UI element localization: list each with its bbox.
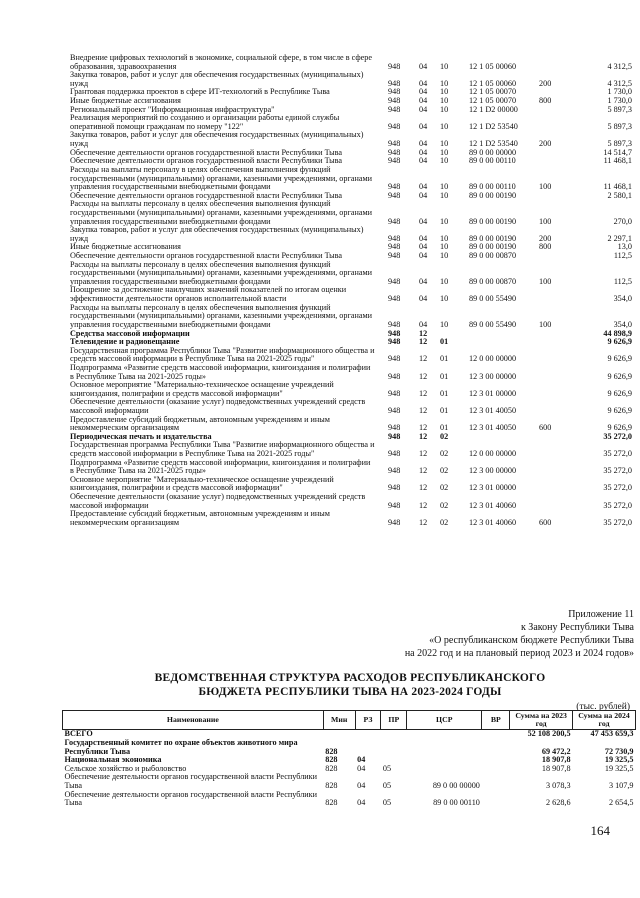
cell-csr: 89 0 00 00000 (432, 781, 480, 790)
cell-name: Национальная экономика (64, 755, 162, 765)
row-pr: 01 (440, 388, 449, 398)
row-min: 948 (388, 405, 401, 415)
row-vr: 800 (539, 96, 552, 106)
row-min: 948 (388, 190, 401, 200)
row-sum: 354,0 (613, 319, 632, 329)
row-pr: 02 (440, 466, 449, 476)
row-rz: 04 (419, 182, 428, 192)
row-min: 948 (388, 388, 401, 398)
cell-vr (482, 739, 510, 756)
row-csr: 12 3 00 00000 (469, 466, 517, 476)
cell-sum-2023: 18 907,8 (541, 763, 571, 773)
row-pr: 01 (440, 337, 449, 347)
row-csr: 12 3 01 40060 (469, 500, 517, 510)
row-min: 948 (388, 242, 401, 252)
cell-name: Сельское хозяйство и рыболовство (64, 763, 187, 773)
row-min: 948 (388, 233, 401, 243)
row-csr: 89 0 00 55490 (469, 294, 517, 304)
row-vr: 200 (539, 139, 552, 149)
row-sum: 1 730,0 (607, 87, 632, 97)
row-pr: 10 (440, 139, 449, 149)
row-pr: 02 (440, 483, 449, 493)
row-sum: 5 897,3 (607, 121, 632, 131)
row-vr: 100 (539, 276, 552, 286)
cell-vr (482, 791, 510, 808)
table-row (63, 739, 636, 756)
row-csr: 12 3 00 00000 (469, 371, 517, 381)
row-rz: 12 (419, 405, 428, 415)
row-csr: 89 0 00 00110 (469, 182, 516, 192)
cell-sum-2024: 2 654,5 (608, 798, 634, 808)
table-row (70, 304, 634, 330)
row-name: Реализация мероприятий по созданию и организации работы единой службы оперативной помощи гражданам по номеру "122" (70, 113, 340, 131)
cell-pr: 05 (382, 798, 392, 808)
row-min: 948 (388, 156, 401, 166)
row-sum: 35 272,0 (603, 449, 632, 459)
row-name: Основное мероприятие "Материально-техническое оснащение учреждений книгоиздания, полиграфии и средств массовой информации" (70, 380, 334, 398)
row-sum: 2 580,1 (607, 190, 632, 200)
row-vr: 800 (539, 242, 552, 252)
row-sum: 5 897,3 (607, 104, 632, 114)
row-name: Расходы на выплаты персоналу в целях обеспечения выполнения функций государственными (муниципальными) органами, казенными учреждениями, органами управления государственными внебюджетными фондами (70, 199, 373, 226)
row-min: 948 (388, 449, 401, 459)
row-sum: 354,0 (613, 294, 632, 304)
row-csr: 89 0 00 00000 (469, 147, 517, 157)
row-sum: 9 626,9 (607, 371, 632, 381)
appendix-line: на 2022 год и на плановый период 2023 и 2024 годов» (404, 648, 634, 659)
row-sum: 2 297,1 (607, 233, 632, 243)
row-sum: 270,0 (613, 216, 632, 226)
row-name: Подпрограмма «Развитие средств массовой информации, книгоиздания и полиграфии в Республике Тыва на 2021-2025 годы» (70, 362, 371, 381)
row-name: Поощрение за достижение наилучших значений показателей по итогам оценки эффективности деятельности органов исполнительной власти (70, 285, 347, 304)
row-sum: 44 898,9 (603, 328, 632, 338)
row-min: 948 (388, 87, 401, 97)
row-rz: 04 (419, 87, 428, 97)
row-sum: 35 272,0 (603, 431, 632, 441)
row-vr: 600 (539, 423, 552, 433)
cell-vr (482, 756, 510, 765)
row-rz: 04 (419, 104, 428, 114)
table-row (70, 493, 634, 510)
cell-sum-2024: 19 325,5 (604, 763, 634, 773)
row-csr: 89 0 00 00110 (469, 156, 516, 166)
cell-rz: 04 (357, 781, 366, 790)
row-rz: 12 (419, 517, 428, 527)
row-csr: 89 0 00 00190 (469, 216, 517, 226)
table-row (70, 510, 634, 527)
table-row (70, 54, 634, 71)
row-csr: 12 1 D2 53540 (469, 139, 518, 149)
row-vr: 600 (539, 517, 552, 527)
row-rz: 04 (419, 96, 428, 106)
row-name: Закупка товаров, работ и услуг для обеспечения государственных (муниципальных) нужд (70, 130, 364, 149)
row-sum: 112,5 (613, 276, 632, 286)
row-name: Телевидение и радиовещание (70, 337, 180, 347)
row-pr: 10 (440, 96, 449, 106)
row-rz: 12 (419, 371, 428, 381)
title-line: ВЕДОМСТВЕННАЯ СТРУКТУРА РАСХОДОВ РЕСПУБЛИКАНСКОГО (154, 672, 546, 684)
row-pr: 02 (440, 449, 449, 459)
cell-pr (381, 730, 407, 739)
cell-min: 828 (325, 781, 338, 790)
row-name: Иные бюджетные ассигнования (70, 96, 181, 106)
cell-vr (482, 765, 510, 774)
row-name: Иные бюджетные ассигнования (70, 242, 181, 252)
table-row (63, 773, 636, 790)
row-pr: 10 (440, 216, 449, 226)
row-sum: 5 897,3 (607, 139, 632, 149)
row-csr: 12 3 01 40060 (469, 517, 517, 527)
row-csr: 12 3 01 40050 (469, 405, 517, 415)
table-row (70, 131, 634, 148)
row-min: 948 (388, 483, 401, 493)
row-name: Обеспечение деятельности органов государственной власти Республики Тыва (70, 190, 343, 200)
row-name: Периодическая печать и издательства (70, 431, 212, 441)
table-row (70, 71, 634, 88)
row-sum: 11 468,1 (603, 156, 632, 166)
table-row (70, 398, 634, 415)
row-csr: 12 3 01 00000 (469, 388, 517, 398)
row-rz: 04 (419, 319, 428, 329)
appendix-line: Приложение 11 (568, 609, 634, 620)
row-name: Обеспечение деятельности органов государственной власти Республики Тыва (70, 147, 343, 157)
cell-sum-2024: 47 453 659,3 (590, 729, 634, 739)
row-min: 948 (388, 216, 401, 226)
cell-name: Обеспечение деятельности органов государственной власти Республики Тыва (64, 789, 318, 808)
table-row (70, 347, 634, 364)
row-pr: 10 (440, 319, 449, 329)
header-sum-2023: Сумма на 2023 год (510, 711, 573, 730)
cell-vr (482, 730, 510, 739)
header-min: Мин (323, 711, 355, 730)
cell-csr (407, 730, 482, 739)
cell-csr: 89 0 00 00110 (433, 798, 480, 808)
row-name: Расходы на выплаты персоналу в целях обеспечения выполнения функций государственными (муниципальными) органами, казенными учреждениями, органами управления государственными внебюджетными фондами (70, 259, 373, 286)
row-name: Закупка товаров, работ и услуг для обеспечения государственных (муниципальных) нужд (70, 225, 364, 243)
appendix-line: «О республиканском бюджете Республики Тыва (429, 635, 634, 646)
row-min: 948 (388, 294, 401, 304)
row-rz: 04 (419, 156, 428, 166)
row-csr: 89 0 00 00190 (469, 233, 517, 243)
row-min: 948 (388, 104, 401, 114)
row-rz: 04 (419, 78, 428, 88)
units-label: (тыс. рублей) (576, 702, 630, 712)
budget-structure-table (62, 710, 636, 808)
row-rz: 04 (419, 139, 428, 149)
cell-rz (355, 730, 381, 739)
row-name: Обеспечение деятельности органов государственной власти Республики Тыва (70, 251, 343, 261)
row-vr: 100 (539, 319, 552, 329)
row-min: 948 (388, 337, 401, 347)
row-pr: 10 (440, 121, 449, 131)
table-body (63, 730, 636, 808)
table-row (70, 261, 634, 287)
row-name: Предоставление субсидий бюджетным, автономным учреждениям и иным некоммерческим организациям (70, 509, 330, 527)
row-pr: 10 (440, 104, 449, 114)
row-csr: 12 0 00 00000 (469, 449, 517, 459)
header-sum-2024: Сумма на 2024 год (573, 711, 636, 730)
row-pr: 10 (440, 147, 449, 157)
appendix-line: к Закону Республики Тыва (520, 622, 634, 633)
row-pr: 10 (440, 87, 449, 97)
table-row (70, 166, 634, 192)
cell-min: 828 (325, 763, 338, 773)
row-name: Основное мероприятие "Материально-техническое оснащение учреждений книгоиздания, полиграфии и средств массовой информации" (70, 474, 334, 493)
header-vr: ВР (482, 711, 510, 730)
row-rz: 12 (419, 466, 428, 476)
row-min: 948 (388, 121, 401, 131)
row-min: 948 (388, 354, 401, 364)
row-name: Предоставление субсидий бюджетным, автономным учреждениям и иным некоммерческим организациям (70, 414, 330, 433)
row-rz: 12 (419, 431, 428, 441)
row-pr: 10 (440, 78, 449, 88)
cell-name: ВСЕГО (64, 729, 93, 739)
row-rz: 04 (419, 276, 428, 286)
row-sum: 35 272,0 (603, 517, 632, 527)
row-rz: 04 (419, 190, 428, 200)
row-pr: 10 (440, 233, 449, 243)
row-name: Обеспечение деятельности (оказание услуг) подведомственных учреждений средств массовой информации (70, 397, 366, 415)
row-sum: 13,0 (617, 242, 632, 252)
row-min: 948 (388, 328, 401, 338)
row-min: 948 (388, 276, 401, 286)
page-number: 164 (590, 823, 610, 838)
row-min: 948 (388, 319, 401, 329)
row-csr: 12 1 05 00060 (469, 78, 517, 88)
table-row (70, 459, 634, 476)
cell-sum-2023: 18 907,8 (541, 755, 571, 765)
row-sum: 4 312,5 (607, 61, 632, 71)
table-row (70, 381, 634, 398)
header-name: Наименование (63, 711, 324, 730)
row-csr: 12 1 05 00070 (469, 87, 517, 97)
table-row (70, 226, 634, 243)
row-min: 948 (388, 139, 401, 149)
row-sum: 9 626,9 (607, 337, 632, 347)
row-csr: 12 1 D2 53540 (469, 121, 518, 131)
row-min: 948 (388, 61, 401, 71)
row-csr: 12 1 05 00070 (469, 96, 517, 106)
row-sum: 9 626,9 (607, 388, 632, 398)
row-rz: 12 (419, 423, 428, 433)
row-pr: 10 (440, 251, 449, 261)
row-pr: 10 (440, 190, 449, 200)
cell-csr (407, 756, 482, 765)
cell-sum-2023: 2 628,6 (546, 798, 571, 808)
row-name: Государственная программа Республики Тыва "Развитие информационного общества и средств массовой информации в Республике Тыва на 2021-2025 годы" (70, 440, 375, 459)
row-pr: 10 (440, 276, 449, 286)
row-sum: 35 272,0 (603, 500, 632, 510)
row-pr: 01 (440, 423, 449, 433)
row-min: 948 (388, 466, 401, 476)
row-rz: 12 (419, 328, 428, 338)
row-pr: 01 (440, 371, 449, 381)
row-rz: 12 (419, 354, 428, 364)
row-vr: 100 (539, 216, 552, 226)
row-pr: 10 (440, 182, 449, 192)
row-vr: 200 (539, 78, 552, 88)
cell-min (323, 730, 355, 739)
row-csr: 12 3 01 40050 (469, 423, 517, 433)
row-rz: 04 (419, 242, 428, 252)
cell-sum-2023: 52 108 200,5 (527, 729, 571, 739)
row-sum: 9 626,9 (607, 423, 632, 433)
row-pr: 01 (440, 405, 449, 415)
table-row (70, 476, 634, 493)
row-sum: 11 468,1 (603, 182, 632, 192)
cell-csr (407, 765, 482, 774)
cell-rz: 04 (357, 763, 366, 773)
row-rz: 12 (419, 388, 428, 398)
table-row (70, 286, 634, 303)
row-min: 948 (388, 96, 401, 106)
row-vr: 100 (539, 182, 552, 192)
row-min: 948 (388, 78, 401, 88)
cell-csr (407, 739, 482, 756)
cell-pr (381, 739, 407, 756)
row-pr: 01 (440, 354, 449, 364)
row-csr: 12 1 05 00060 (469, 61, 517, 71)
row-pr: 02 (440, 517, 449, 527)
table-row (70, 114, 634, 131)
row-csr: 89 0 00 55490 (469, 319, 517, 329)
row-rz: 04 (419, 147, 428, 157)
row-csr: 89 0 00 00870 (469, 251, 517, 261)
row-name: Государственная программа Республики Тыва "Развитие информационного общества и средств массовой информации в Республике Тыва на 2021-2025 годы" (70, 345, 375, 364)
row-csr: 12 0 00 00000 (469, 354, 517, 364)
table-row (70, 441, 634, 458)
row-name: Расходы на выплаты персоналу в целях обеспечения выполнения функций государственными (муниципальными) органами, казенными учреждениями, органами управления государственными внебюджетными фондами (70, 302, 373, 329)
row-sum: 35 272,0 (603, 483, 632, 493)
row-name: Расходы на выплаты персоналу в целях обеспечения выполнения функций государственными (муниципальными) органами, казенными учреждениями, органами управления государственными внебюджетными фондами (70, 164, 373, 192)
row-min: 948 (388, 182, 401, 192)
row-sum: 4 312,5 (607, 78, 632, 88)
appendix-header (405, 608, 634, 660)
header-csr: ЦСР (407, 711, 482, 730)
row-name: Подпрограмма «Развитие средств массовой информации, книгоиздания и полиграфии в Республике Тыва на 2021-2025 годы» (70, 457, 371, 476)
row-pr: 02 (440, 500, 449, 510)
row-name: Обеспечение деятельности органов государственной власти Республики Тыва (70, 156, 343, 166)
row-sum: 9 626,9 (607, 405, 632, 415)
row-csr: 89 0 00 00190 (469, 190, 517, 200)
row-csr: 12 3 01 00000 (469, 483, 517, 493)
document-title (60, 671, 640, 700)
row-name: Грантовая поддержка проектов в сфере ИТ-технологий в Республике Тыва (70, 87, 330, 97)
cell-rz: 04 (357, 755, 366, 765)
row-rz: 04 (419, 61, 428, 71)
cell-vr (482, 773, 510, 790)
cell-sum-2024: 19 325,5 (604, 755, 634, 765)
table-row (70, 200, 634, 226)
row-vr: 200 (539, 233, 552, 243)
cell-rz: 04 (357, 798, 366, 808)
row-min: 948 (388, 371, 401, 381)
title-line: БЮДЖЕТА РЕСПУБЛИКИ ТЫВА НА 2023-2024 ГОДЫ (198, 686, 502, 699)
row-pr: 10 (440, 242, 449, 252)
cell-name: Государственный комитет по охране объектов животного мира Республики Тыва (64, 737, 298, 756)
row-rz: 04 (419, 294, 428, 304)
row-pr: 10 (440, 61, 449, 71)
row-sum: 1 730,0 (607, 96, 632, 106)
row-rz: 04 (419, 216, 428, 226)
row-min: 948 (388, 431, 401, 441)
row-pr: 10 (440, 294, 449, 304)
row-name: Внедрение цифровых технологий в экономике, социальной сфере, в том числе в сфере образования, здравоохранения (70, 53, 373, 71)
row-csr: 12 1 D2 00000 (469, 104, 518, 114)
continued-expense-table (70, 54, 634, 528)
row-name: Региональный проект "Информационная инфраструктура" (70, 104, 275, 114)
row-rz: 12 (419, 337, 428, 347)
row-min: 948 (388, 147, 401, 157)
row-csr: 89 0 00 00190 (469, 242, 517, 252)
cell-pr: 05 (382, 763, 392, 773)
cell-pr: 05 (382, 781, 392, 790)
row-name: Закупка товаров, работ и услуг для обеспечения государственных (муниципальных) нужд (70, 70, 364, 88)
row-name: Обеспечение деятельности (оказание услуг) подведомственных учреждений средств массовой информации (70, 492, 366, 510)
table-header-row (63, 711, 636, 730)
cell-name: Обеспечение деятельности органов государственной власти Республики Тыва (64, 772, 318, 790)
row-sum: 35 272,0 (603, 466, 632, 476)
row-rz: 12 (419, 449, 428, 459)
row-rz: 12 (419, 483, 428, 493)
row-pr: 02 (440, 431, 449, 441)
cell-sum-2024: 3 107,9 (608, 781, 634, 790)
row-min: 948 (388, 423, 401, 433)
row-min: 948 (388, 251, 401, 261)
row-sum: 112,5 (613, 251, 632, 261)
cell-sum-2023: 3 078,3 (546, 781, 571, 790)
cell-min: 828 (325, 798, 338, 808)
row-sum: 14 514,7 (603, 147, 632, 157)
cell-sum-2023: 69 472,2 (541, 746, 571, 756)
header-rz: РЗ (355, 711, 381, 730)
row-rz: 04 (419, 251, 428, 261)
table-row (63, 791, 636, 808)
row-pr: 10 (440, 156, 449, 166)
table-row (70, 364, 634, 381)
row-name: Средства массовой информации (70, 328, 190, 338)
cell-rz (355, 739, 381, 756)
row-min: 948 (388, 517, 401, 527)
table-row (70, 416, 634, 433)
cell-sum-2024: 72 730,9 (604, 746, 634, 756)
row-min: 948 (388, 500, 401, 510)
header-pr: ПР (381, 711, 407, 730)
cell-min: 828 (325, 755, 338, 765)
row-rz: 04 (419, 233, 428, 243)
row-csr: 89 0 00 00870 (469, 276, 517, 286)
row-sum: 9 626,9 (607, 354, 632, 364)
cell-min: 828 (325, 746, 338, 756)
row-rz: 04 (419, 121, 428, 131)
row-rz: 12 (419, 500, 428, 510)
